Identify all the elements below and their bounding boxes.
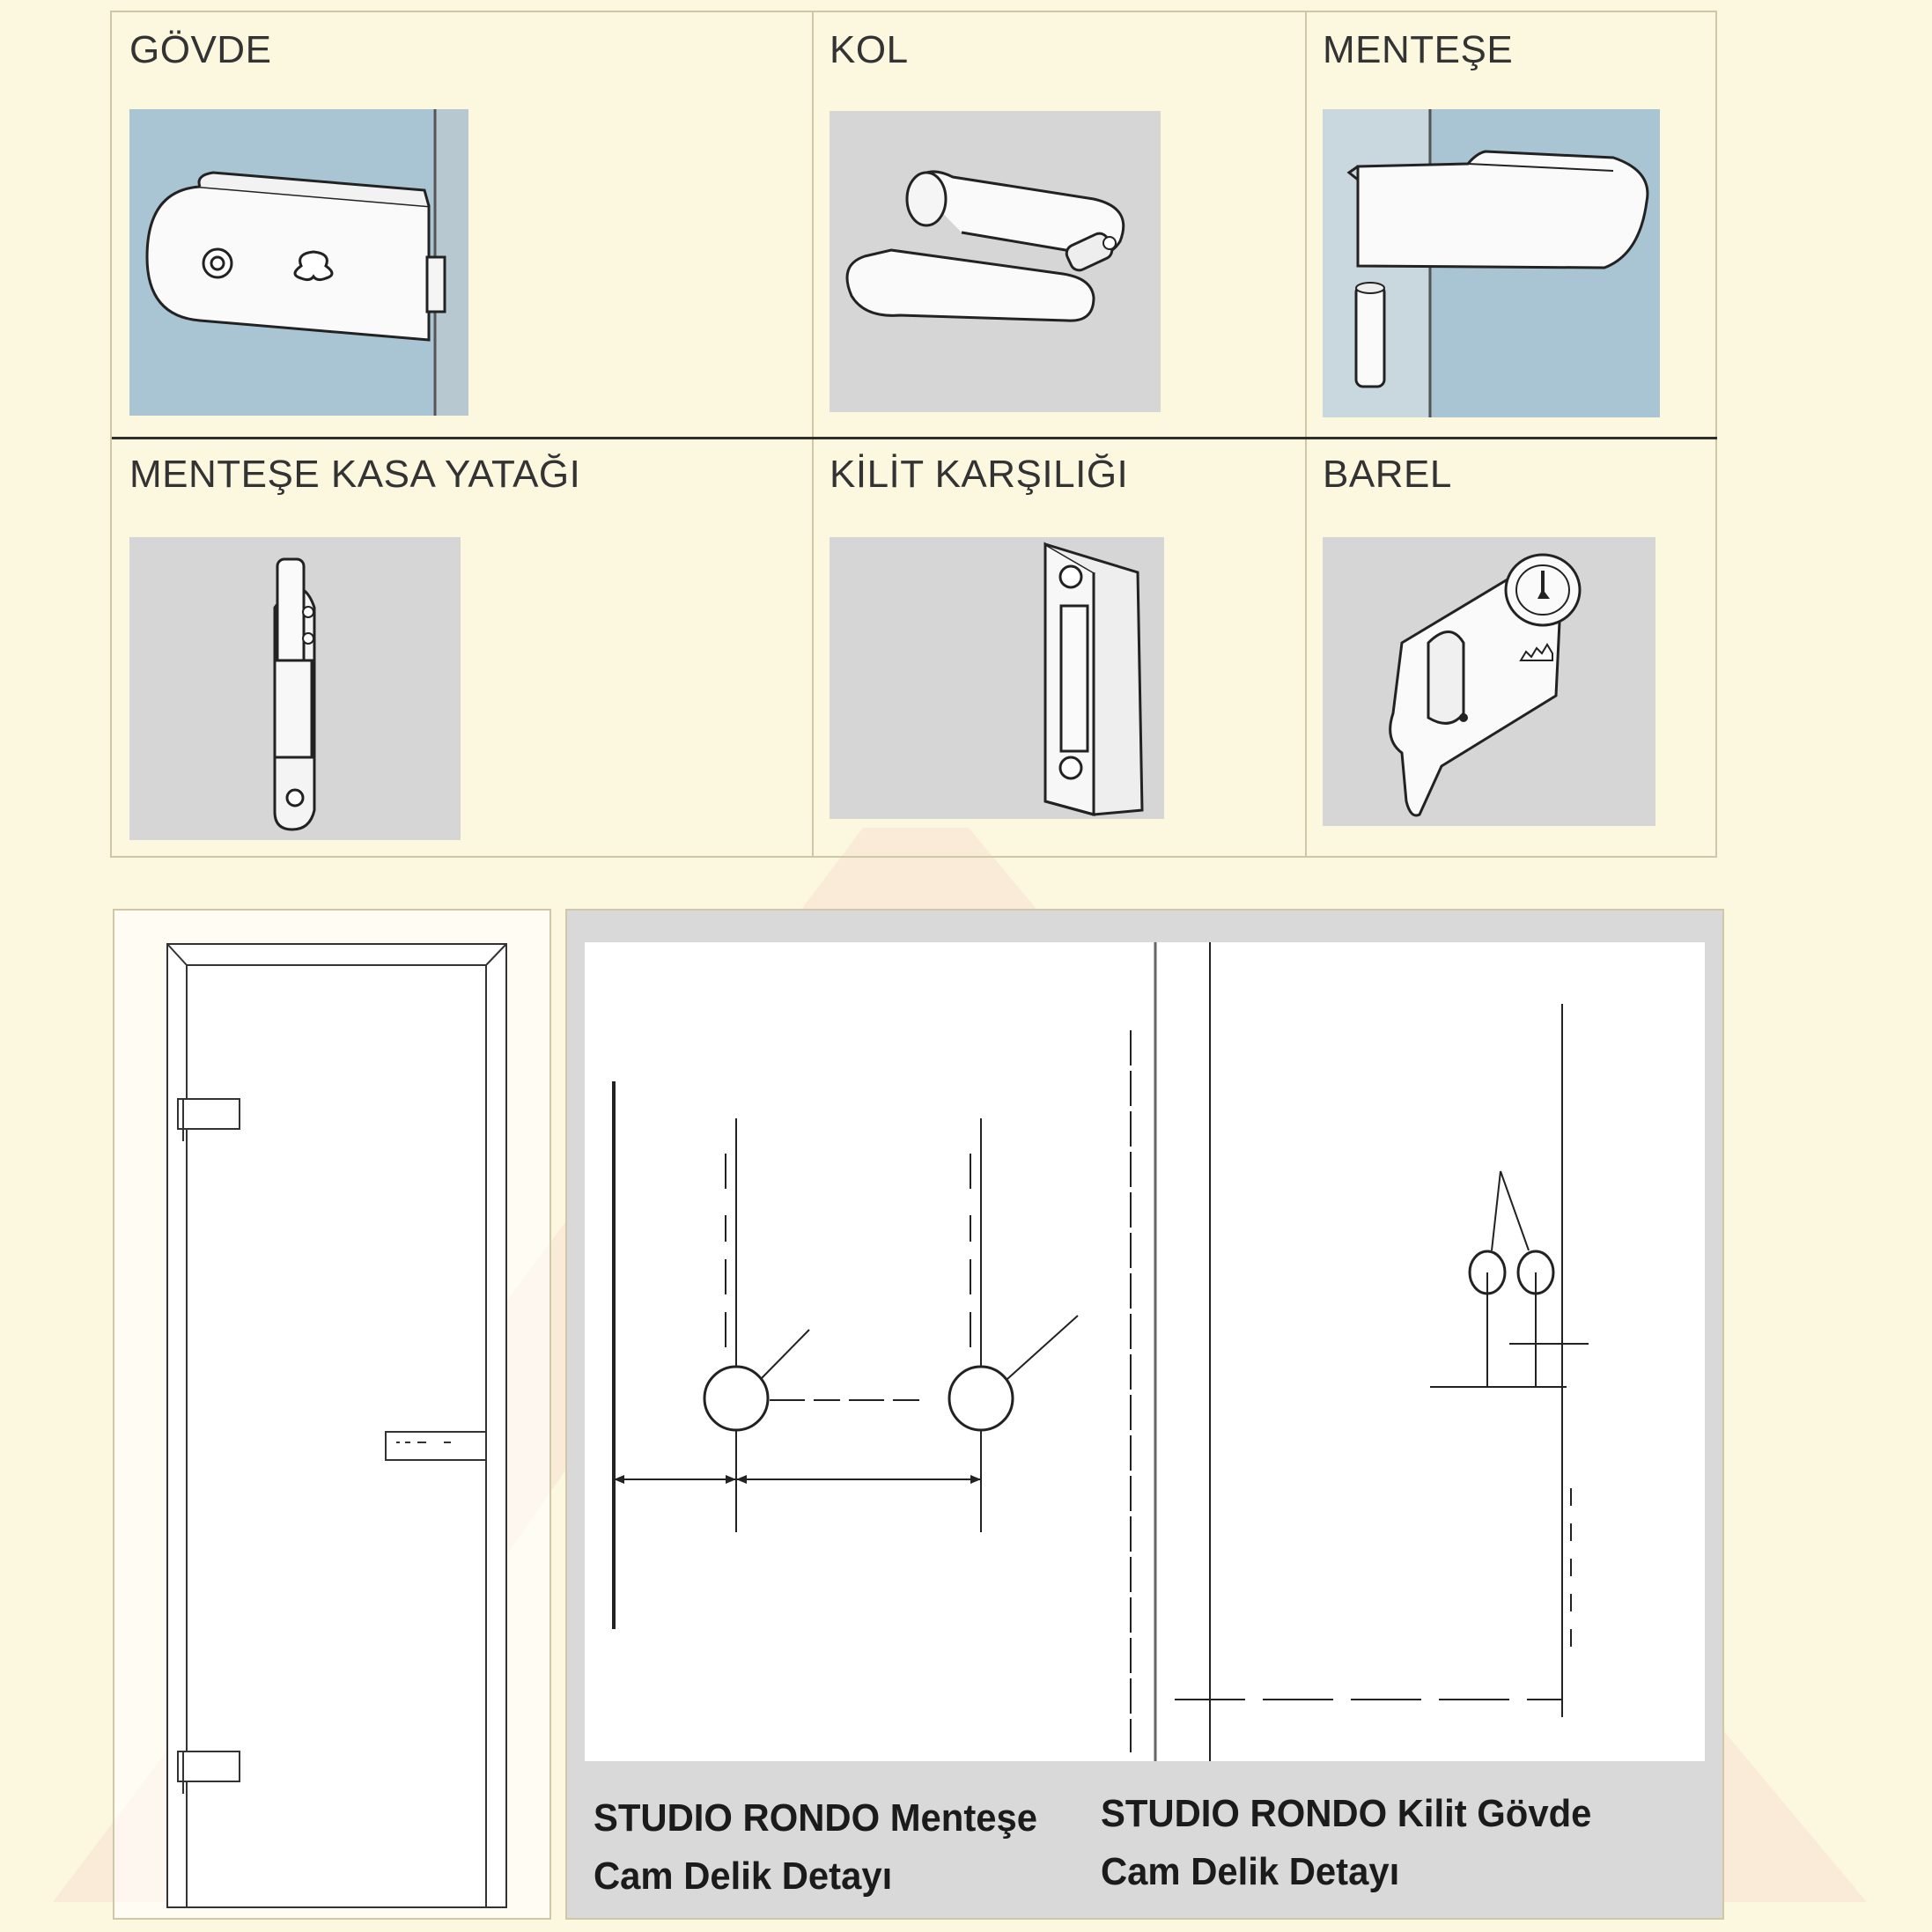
door-elevation-panel <box>113 909 551 1920</box>
part-title: KİLİT KARŞILIĞI <box>830 453 1129 496</box>
part-title: BAREL <box>1323 453 1452 496</box>
lock-body-icon <box>129 109 468 416</box>
lock-detail-caption <box>1101 1785 1591 1901</box>
caption-line-2: Cam Delik Detayı <box>1101 1850 1400 1893</box>
part-title: GÖVDE <box>129 28 272 71</box>
hinge-hole-detail-drawing <box>585 942 1705 1761</box>
door-handle-icon <box>830 111 1161 412</box>
caption-line-2: Cam Delik Detayı <box>594 1855 893 1898</box>
caption-line-1: STUDIO RONDO Menteşe <box>594 1796 1037 1840</box>
part-cell-mentese <box>1305 12 1717 437</box>
part-cell-barel <box>1305 437 1717 858</box>
cylinder-barrel-icon <box>1323 537 1655 826</box>
part-cell-kilit-karsiligi <box>812 437 1305 858</box>
hinge-icon <box>1323 109 1660 417</box>
hinge-detail-caption <box>594 1789 1037 1906</box>
part-cell-govde <box>112 12 812 437</box>
glass-door-elevation-drawing <box>114 911 549 1918</box>
part-title: MENTEŞE <box>1323 28 1514 71</box>
part-title: MENTEŞE KASA YATAĞI <box>129 453 581 496</box>
parts-grid <box>110 11 1717 858</box>
hole-detail-panel <box>565 909 1724 1920</box>
hinge-frame-bearing-icon <box>129 537 461 840</box>
part-cell-kol <box>812 12 1305 437</box>
caption-line-1: STUDIO RONDO Kilit Gövde <box>1101 1792 1592 1835</box>
part-cell-mentese-kasa-yatagi <box>112 437 812 858</box>
strike-plate-icon <box>830 537 1164 819</box>
part-title: KOL <box>830 28 909 71</box>
